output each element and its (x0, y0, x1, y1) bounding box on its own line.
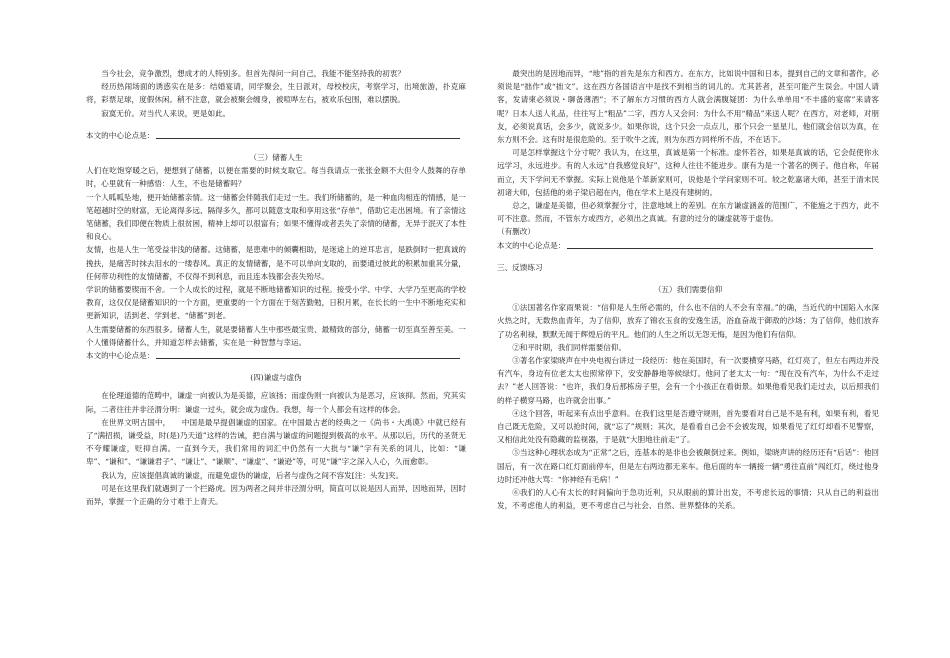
essay-title: （五）我们需要信仰 (653, 285, 723, 295)
paragraph: 人们在吃饱穿暖之后，便想到了储蓄，以便在需要的时候支取它。每当我请点一张张金额不大但令人鼓舞的存单时，心里就有一种感悟：人生，不也是储蓄吗？ (86, 166, 466, 189)
essay-title: （三）储蓄人生 (249, 153, 303, 163)
paragraph: 经历热闹场面的诱惑实在是多：结婚宴请，同学聚会，生日派对，母校校庆，考察学习，出境旅游，扑克麻将，彩票足球，度假休闲。稍不注意，就会被聚会缠身，被喧哗左右，被欢乐包围，难以摆脱。 (86, 82, 466, 105)
paragraph: 友情，也是人生一笔受益非浅的储蓄。这储蓄，是患难中的倾囊相助，是迷途上的逆耳忠言，是跌倒时一把真诚的挽扶，是痛苦时抹去泪水的一缕春风。真正的友情储蓄，是不可以单向支取的，而要通过彼此的积累加重其分量，任何带功利性的友情储蓄，不仅得不到利息，而且连本钱都会丧失殆尽。 (86, 245, 466, 281)
paragraph: ②和平时期，我们同样需要信仰。 (512, 342, 627, 352)
paragraph: 最突出的是因地而异，“地”指的首先是东方和西方。在东方，比如说中国和日本，提到自己的文章和著作，必须说是“拙作”或“拙文”。这在西方各国语言中是找不到相当的词儿的。尤其甚者，甚至可能产生误会。中国人请客，发请柬必须说・聊备薄酒”；不了解东方习惯的西方人就会满腹疑团：为什么单单用“不丰盛的宴席”来请客呢？日本人送人礼品，往往写上“粗品”二字，西方人又会问：为什么不用“精品”来送人呢？在西方，对老师，对朋友，必须说真话，会多少，就说多少。如果你说，这个只会一点点儿，那个只会一星星儿，他们就会信以为真，在东方则不会。这有时是很危险的。至于吹牛之流，则为东西方同样所不齿，不在话下。 (497, 69, 879, 145)
essay-title: (四)谦虚与虚伪 (250, 373, 302, 383)
paragraph: 在伦理道德的范畴中，谦虚一向被认为是美德，应该扬；而虚伪则一向被认为是恶习，应该抑。然而，究其实际，二者往往并非泾渭分明：谦虚一过头，就会成为虚伪。我想，每一个人都会有这样的体会。 (86, 391, 466, 414)
question-label: 本文的中心论点是： (86, 351, 155, 361)
paragraph: ①法国著名作家雨果说：“信仰是人生所必需的，什么也不信的人不会有幸福。”的确，当近代的中国陷入水深火热之时，无数热血青年，为了信仰，放弃了锦衣玉食的安逸生活，浴血奋战于御敌的沙场；为了信仰，他们放弃了功名利禄，默默无闻于辉煌后的平凡。他们的人生之所以无怨无悔，是因为他们有信仰。 (497, 303, 879, 339)
paragraph: ⑤当这种心理状态成为“正常”之后，连基本的是非也会被颠倒过来。例如，梁晓声讲的经历还有“后话”：他回国后，有一次在路口红灯面前停车，但是左右两边都无来车。他后面的车一辆接一辆“勇往直前”闯红灯，绕过他身边时还冲他大骂：“你神经有毛病！” (497, 448, 879, 484)
answer-line[interactable] (156, 138, 460, 139)
paragraph: 可是怎样掌握这个分寸呢？我认为，在这里，真诚是第一个标准。虚怀若谷，如果是真诚的话，它会促使你永远学习，永远进步。有的人永远“自我感觉良好”，这种人往往不能进步。康有为是一个著名的例子。他自称，年届而立，天下学问无不掌握。实际上说他是个革新家则可，说他是个学问家则不可。较之乾嘉诸大师，甚至于清末民初诸大师，包括他的弟子梁启超在内，他在学术上是没有建树的。 (497, 148, 879, 197)
question-label: 本文的中心论点是： (497, 240, 566, 250)
source-note: （有删改） (497, 227, 535, 237)
paragraph: 总之，谦虚是美德，但必须掌握分寸，注意地域上的差别。在东方谦虚涵盖的范围广，不能施之于西方，此不可不注意。然而，不管东方或西方，必须出之真诚。有意的过分的谦虚就等于虚伪。 (497, 201, 879, 224)
paragraph: 学识的储蓄要锲而不舍。一个人成长的过程，就是不断地储蓄知识的过程。接受小学、中学、大学乃至更高的学校教育，这仅仅是储蓄知识的一个方面，更重要的一个方面在于刻苦勤勉，日积月累，在长长的一生中不断地充实和更新知识，活到老、学到老、“储蓄”到老。 (86, 285, 466, 321)
left-column (86, 62, 466, 508)
paragraph: 当今社会，竞争激烈，想成才的人特别多。但首先得问一问自己，我能不能坚持我的初衷？ (101, 69, 405, 78)
question-central-argument-2 (86, 349, 466, 362)
paragraph: 人生需要储蓄的东西很多。储蓄人生，就是要储蓄人生中那些最宝贵、最精致的部分，储蓄一切至真至善至美。一个人懂得储蓄什么，并知道怎样去储蓄，实在是一种智慧与幸运。 (86, 324, 466, 347)
paragraph: ③著名作家梁晓声在中央电视台讲过一段经历：他在美国时，有一次要横穿马路，红灯亮了，但左右两边并没有汽车，身边有位老太太也照常停下，安安静静地等候绿灯。他问了老太太一句：“现在没有汽车，为什么不走过去？”老人回答说：“也许，我们身后那栋房子里，会有一个小孩正在看街景。如果他看见我们走过去，以后照我们的样子横穿马路，也许就会出事。” (497, 356, 879, 405)
paragraph: 可是在这里我们就遇到了一个拦路虎。因为两者之间并非泾渭分明，简直可以说是因人而异，因地而异，因时而异，掌握一个正确的分寸难于上青天。 (86, 483, 466, 507)
answer-line[interactable] (156, 358, 460, 359)
section-heading: 三、反馈练习 (497, 262, 543, 272)
answer-line[interactable] (567, 248, 873, 249)
paragraph: ④这个回答，听起来有点出乎意料。在我们这里是否遵守规则，首先要看对自己是不是有利，如果有利，看见自己既无危险，又可以抢时间，就“忘了”规则；其次，是看看自己会不会被发现，如果看见了红灯却看不见警察，又相信此处没有隐藏的监视器，于是就“大胆地往前走”了。 (497, 408, 879, 445)
paragraph: 在世界文明古国中， 中国是最早提倡谦虚的国家。在中国最古老的经典之一《尚书・大禹谟》中就已经有了“满招损，谦受益，时(是)乃天道”这样的告诫，把自满与谦虚的问题提到极高的水平。从那以后，历代的圣贤无不夸耀谦虚，贬抑自满。一直到今天，我们常用的词汇中仍然有一大批与“谦”字有关系的词儿，比如：“谦卑”、“谦和”、“谦谦君子”、“谦让”、“谦顺”、“谦虚”、“谦逊”等，可见“谦”字之深入人心，久而愈彰。 (86, 417, 466, 467)
question-central-argument-1 (86, 129, 466, 142)
paragraph: 寂寞无价。对当代人来说，更是如此。 (101, 108, 231, 118)
paragraph: 我认为，应该提倡真诚的谦虚，而避免虚伪的谦虚，后者与虚伪之间不容发[注：头发]夹。 (101, 470, 404, 480)
question-label: 本文的中心论点是： (86, 130, 155, 140)
paragraph: ⑥我们的人心有太长的时间偏向于急功近利，只从眼前的算计出发，不考虑长远的事情；只从自己的利益出发，不考虑他人的利益，更不考虑自己与社会、自然、世界整体的关系。 (497, 488, 879, 511)
paragraph: 一个人呱呱坠地，便开始储蓄亲情。这一储蓄会伴随我们走过一生。我们所储蓄的，是一种血肉相连的情感，是一笔超越时空的财富，无论离得多远、隔得多久，都可以随意支取和享用这张“存单”，借助它走出困境。有了亲情这笔储蓄，我们即便在物质上很贫困，精神上却可以很富有；如果不懂得或者丢失了亲情的储蓄，无异于泯灭了本性和良心。 (86, 192, 466, 242)
question-central-argument-3 (497, 239, 879, 252)
right-column (497, 62, 879, 513)
